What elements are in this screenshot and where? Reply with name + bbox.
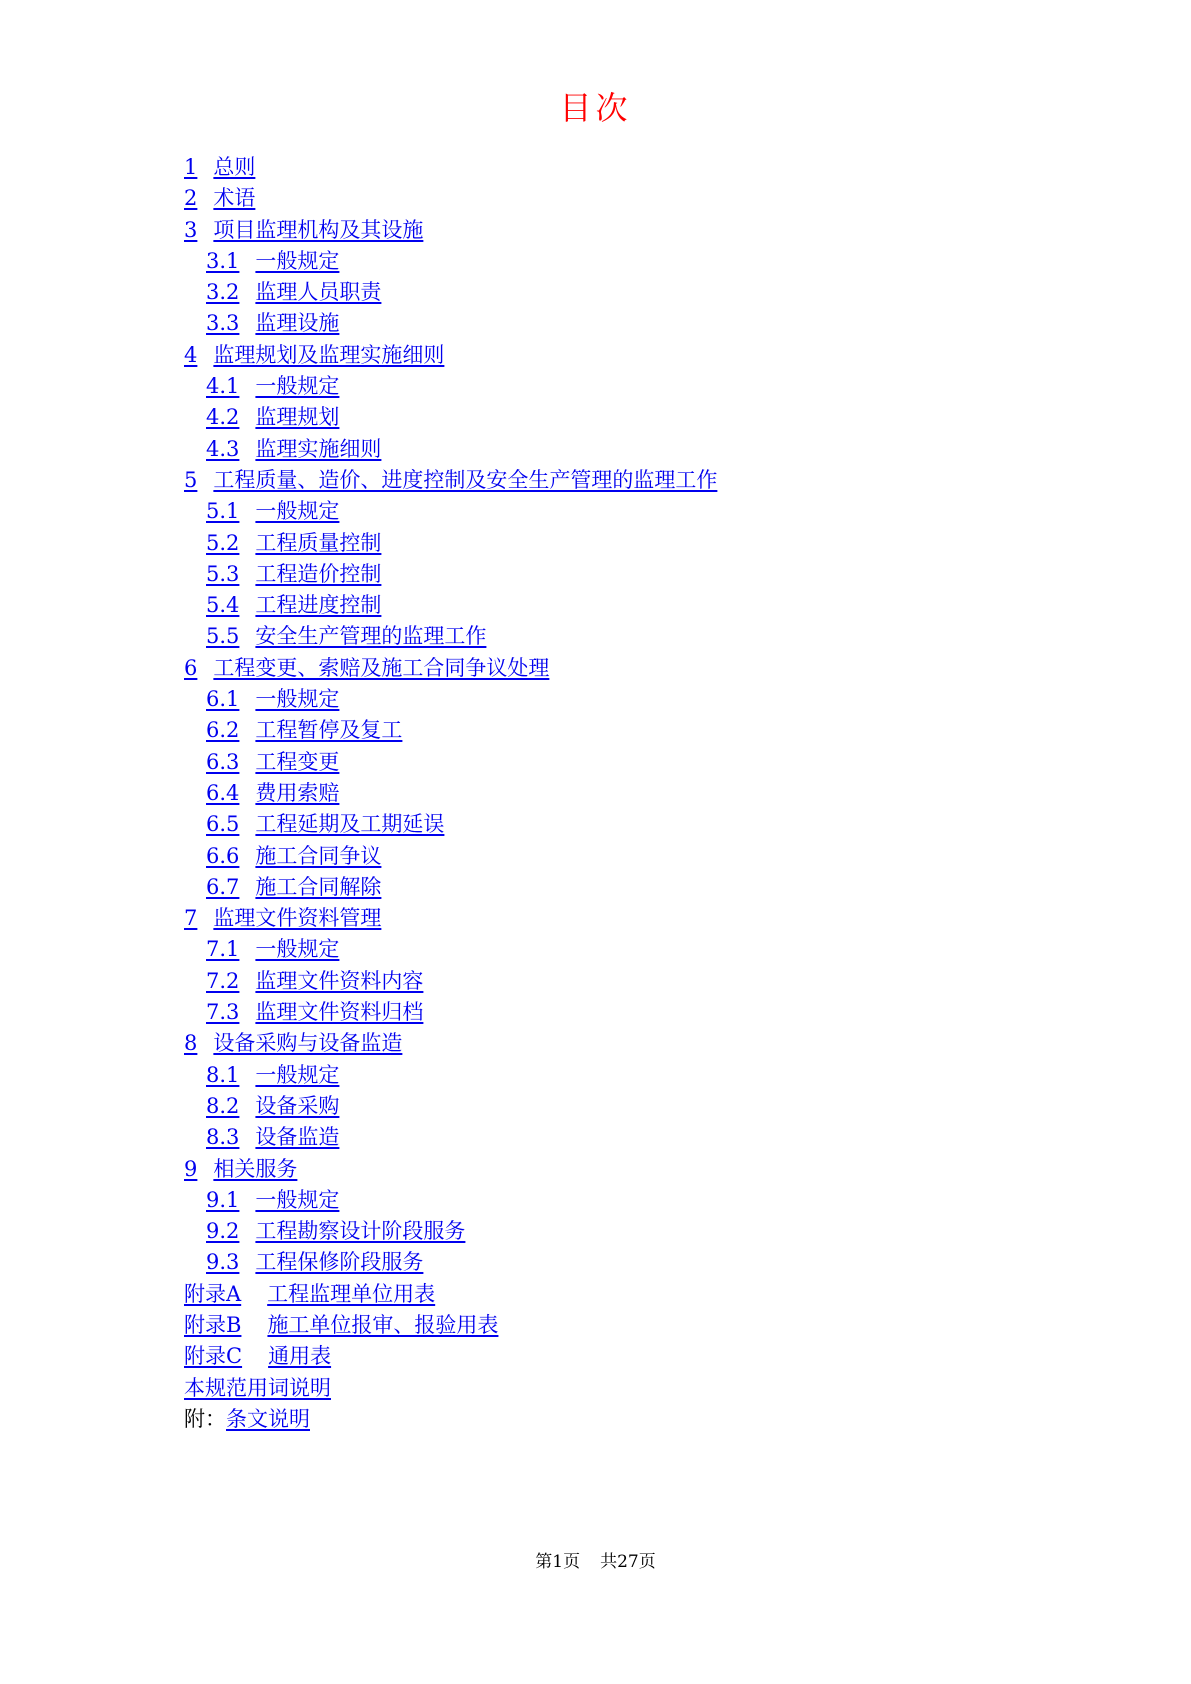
toc-entry-number: 6.1 <box>206 687 240 712</box>
toc-entry-text: 一般规定 <box>255 687 340 712</box>
toc-entry-number: 6 <box>184 655 198 680</box>
table-of-contents <box>184 152 1084 1435</box>
toc-link[interactable] <box>184 906 381 930</box>
toc-entry <box>184 1373 1084 1404</box>
toc-entry <box>184 1310 1084 1341</box>
toc-entry-number: 5.2 <box>206 530 240 555</box>
toc-entry-number: 4 <box>184 342 198 367</box>
toc-entry-text: 一般规定 <box>255 499 340 524</box>
toc-entry-number: 8.2 <box>206 1093 240 1118</box>
toc-link[interactable] <box>184 468 717 492</box>
toc-link[interactable] <box>206 1094 339 1118</box>
toc-link[interactable] <box>206 875 381 899</box>
toc-entry <box>184 1341 1084 1372</box>
toc-entry-number: 6.7 <box>206 874 240 899</box>
toc-entry-text: 工程质量、造价、进度控制及安全生产管理的监理工作 <box>213 467 718 492</box>
toc-link[interactable] <box>184 218 423 242</box>
toc-entry-text: 监理文件资料管理 <box>213 906 382 931</box>
toc-link[interactable] <box>206 937 339 961</box>
toc-entry <box>184 872 1084 903</box>
toc-entry-number: 8 <box>184 1031 198 1056</box>
toc-entry-number: 9 <box>184 1156 198 1181</box>
toc-entry <box>184 183 1084 214</box>
toc-entry <box>184 434 1084 465</box>
toc-entry <box>184 590 1084 621</box>
toc-entry-number: 附录C <box>184 1344 243 1369</box>
toc-entry-text: 工程延期及工期延误 <box>255 812 445 837</box>
toc-link[interactable] <box>206 374 339 398</box>
toc-link[interactable] <box>184 1313 498 1337</box>
toc-entry-number: 附录A <box>184 1281 242 1306</box>
toc-entry-number: 附录B <box>184 1312 242 1337</box>
toc-entry-number: 9.2 <box>206 1219 240 1244</box>
toc-link[interactable] <box>206 1250 423 1274</box>
toc-entry-number: 5.4 <box>206 593 240 618</box>
toc-entry-number: 6.6 <box>206 843 240 868</box>
page-total: 共27页 <box>600 1552 656 1572</box>
toc-entry-text: 监理实施细则 <box>255 436 382 461</box>
toc-entry <box>184 1060 1084 1091</box>
toc-entry <box>184 371 1084 402</box>
toc-entry-text: 一般规定 <box>255 374 340 399</box>
toc-entry-number: 9.3 <box>206 1250 240 1275</box>
toc-entry <box>184 1216 1084 1247</box>
toc-link[interactable] <box>206 531 381 555</box>
toc-link[interactable] <box>184 1376 331 1400</box>
page-footer <box>0 1547 1191 1572</box>
toc-entry-number: 8.1 <box>206 1062 240 1087</box>
toc-link[interactable] <box>184 155 255 179</box>
toc-entry-text: 通用表 <box>268 1344 332 1369</box>
toc-entry-text: 工程保修阶段服务 <box>255 1250 424 1275</box>
toc-entry <box>184 496 1084 527</box>
toc-entry-text: 项目监理机构及其设施 <box>213 217 424 242</box>
toc-link[interactable] <box>206 311 339 335</box>
toc-entry-prefix: 附： <box>184 1406 226 1431</box>
toc-entry-text: 监理文件资料归档 <box>255 1000 424 1025</box>
toc-entry <box>184 778 1084 809</box>
toc-entry-text: 监理文件资料内容 <box>255 968 424 993</box>
toc-link[interactable] <box>206 562 381 586</box>
toc-entry-text: 设备采购与设备监造 <box>213 1031 403 1056</box>
toc-entry-text: 一般规定 <box>255 937 340 962</box>
toc-entry <box>184 841 1084 872</box>
toc-entry-number: 4.1 <box>206 374 240 399</box>
toc-entry-number: 7.2 <box>206 968 240 993</box>
toc-entry-number: 3 <box>184 217 198 242</box>
toc-entry-text: 监理规划 <box>255 405 340 430</box>
toc-entry-number: 3.3 <box>206 311 240 336</box>
toc-entry <box>184 809 1084 840</box>
toc-entry-number: 3.1 <box>206 248 240 273</box>
toc-link[interactable] <box>184 1031 402 1055</box>
toc-link[interactable] <box>206 280 381 304</box>
toc-link[interactable] <box>206 812 444 836</box>
toc-entry <box>184 997 1084 1028</box>
toc-entry-number: 4.3 <box>206 436 240 461</box>
toc-entry-number: 1 <box>184 155 198 179</box>
toc-link[interactable] <box>226 1407 310 1431</box>
toc-link[interactable] <box>206 405 339 429</box>
toc-entry <box>184 465 1084 496</box>
toc-link[interactable] <box>206 1219 465 1243</box>
toc-entry <box>184 966 1084 997</box>
toc-entry <box>184 402 1084 433</box>
toc-link[interactable] <box>206 781 339 805</box>
toc-link[interactable] <box>184 1282 435 1306</box>
toc-link[interactable] <box>206 1188 339 1212</box>
toc-entry-text: 工程变更 <box>255 749 340 774</box>
toc-entry-number: 6.3 <box>206 749 240 774</box>
page-number: 第1页 <box>535 1552 581 1572</box>
toc-link[interactable] <box>184 1344 331 1368</box>
toc-link[interactable] <box>206 969 423 993</box>
toc-entry <box>184 715 1084 746</box>
toc-entry-number: 5 <box>184 467 198 492</box>
toc-entry-text: 一般规定 <box>255 248 340 273</box>
toc-entry-text: 监理设施 <box>255 311 340 336</box>
toc-entry <box>184 747 1084 778</box>
toc-link[interactable] <box>206 1125 339 1149</box>
toc-entry <box>184 1185 1084 1216</box>
toc-entry-text: 工程造价控制 <box>255 561 382 586</box>
toc-entry-text: 工程变更、索赔及施工合同争议处理 <box>213 655 550 680</box>
toc-link[interactable] <box>206 687 339 711</box>
toc-link[interactable] <box>206 593 381 617</box>
toc-entry-text: 施工合同解除 <box>255 874 382 899</box>
toc-link[interactable] <box>206 249 339 273</box>
toc-entry <box>184 621 1084 652</box>
toc-entry-number: 2 <box>184 186 198 211</box>
toc-entry <box>184 1028 1084 1059</box>
toc-entry <box>184 559 1084 590</box>
toc-entry <box>184 246 1084 277</box>
toc-entry-number: 8.3 <box>206 1125 240 1150</box>
toc-entry <box>184 528 1084 559</box>
toc-link[interactable] <box>206 499 339 523</box>
toc-entry <box>184 934 1084 965</box>
toc-entry <box>184 1122 1084 1153</box>
toc-link[interactable] <box>184 656 549 680</box>
toc-entry <box>184 1404 1084 1435</box>
toc-entry-number: 6.2 <box>206 718 240 743</box>
toc-entry-number: 7.1 <box>206 937 240 962</box>
page-title: 目次 <box>559 89 632 127</box>
toc-entry-text: 总则 <box>213 155 256 179</box>
toc-entry-number: 7.3 <box>206 1000 240 1025</box>
toc-entry-number: 5.3 <box>206 561 240 586</box>
toc-entry-text: 设备采购 <box>255 1093 340 1118</box>
toc-entry-number: 6.4 <box>206 780 240 805</box>
toc-entry-text: 一般规定 <box>255 1187 340 1212</box>
toc-link[interactable] <box>206 624 486 648</box>
toc-entry-text: 费用索赔 <box>255 780 340 805</box>
toc-entry <box>184 340 1084 371</box>
toc-link[interactable] <box>206 1000 423 1024</box>
toc-entry-text: 工程暂停及复工 <box>255 718 403 743</box>
toc-entry-number: 7 <box>184 906 198 931</box>
toc-entry-text: 工程质量控制 <box>255 530 382 555</box>
toc-link[interactable] <box>206 718 402 742</box>
toc-entry <box>184 308 1084 339</box>
toc-entry-text: 工程进度控制 <box>255 593 382 618</box>
toc-entry-text: 工程监理单位用表 <box>267 1281 436 1306</box>
toc-entry-text: 本规范用词说明 <box>184 1375 331 1400</box>
toc-entry-number: 3.2 <box>206 280 240 305</box>
toc-entry <box>184 684 1084 715</box>
toc-entry-text: 安全生产管理的监理工作 <box>255 624 487 649</box>
toc-entry-text: 相关服务 <box>213 1156 298 1181</box>
toc-entry-number: 6.5 <box>206 812 240 837</box>
toc-entry <box>184 653 1084 684</box>
toc-entry-text: 施工单位报审、报验用表 <box>267 1312 499 1337</box>
toc-entry-text: 监理人员职责 <box>255 280 382 305</box>
toc-entry <box>184 903 1084 934</box>
toc-entry-number: 4.2 <box>206 405 240 430</box>
toc-link[interactable] <box>206 844 381 868</box>
toc-entry <box>184 1247 1084 1278</box>
toc-entry-text: 术语 <box>213 186 256 211</box>
toc-entry-text: 设备监造 <box>255 1125 340 1150</box>
toc-entry-text: 工程勘察设计阶段服务 <box>255 1219 466 1244</box>
toc-link[interactable] <box>184 186 255 210</box>
toc-entry <box>184 152 1084 183</box>
toc-entry <box>184 277 1084 308</box>
toc-entry-text: 条文说明 <box>226 1406 310 1431</box>
toc-entry <box>184 1154 1084 1185</box>
toc-link[interactable] <box>206 437 381 461</box>
toc-entry-text: 施工合同争议 <box>255 843 382 868</box>
toc-entry <box>184 1091 1084 1122</box>
toc-entry <box>184 1279 1084 1310</box>
toc-entry-number: 9.1 <box>206 1187 240 1212</box>
toc-entry-text: 一般规定 <box>255 1062 340 1087</box>
toc-entry-number: 5.5 <box>206 624 240 649</box>
toc-link[interactable] <box>184 343 444 367</box>
toc-entry-text: 监理规划及监理实施细则 <box>213 342 445 367</box>
toc-entry-number: 5.1 <box>206 499 240 524</box>
toc-link[interactable] <box>206 750 339 774</box>
toc-link[interactable] <box>184 1157 297 1181</box>
toc-link[interactable] <box>206 1063 339 1087</box>
toc-entry <box>184 215 1084 246</box>
